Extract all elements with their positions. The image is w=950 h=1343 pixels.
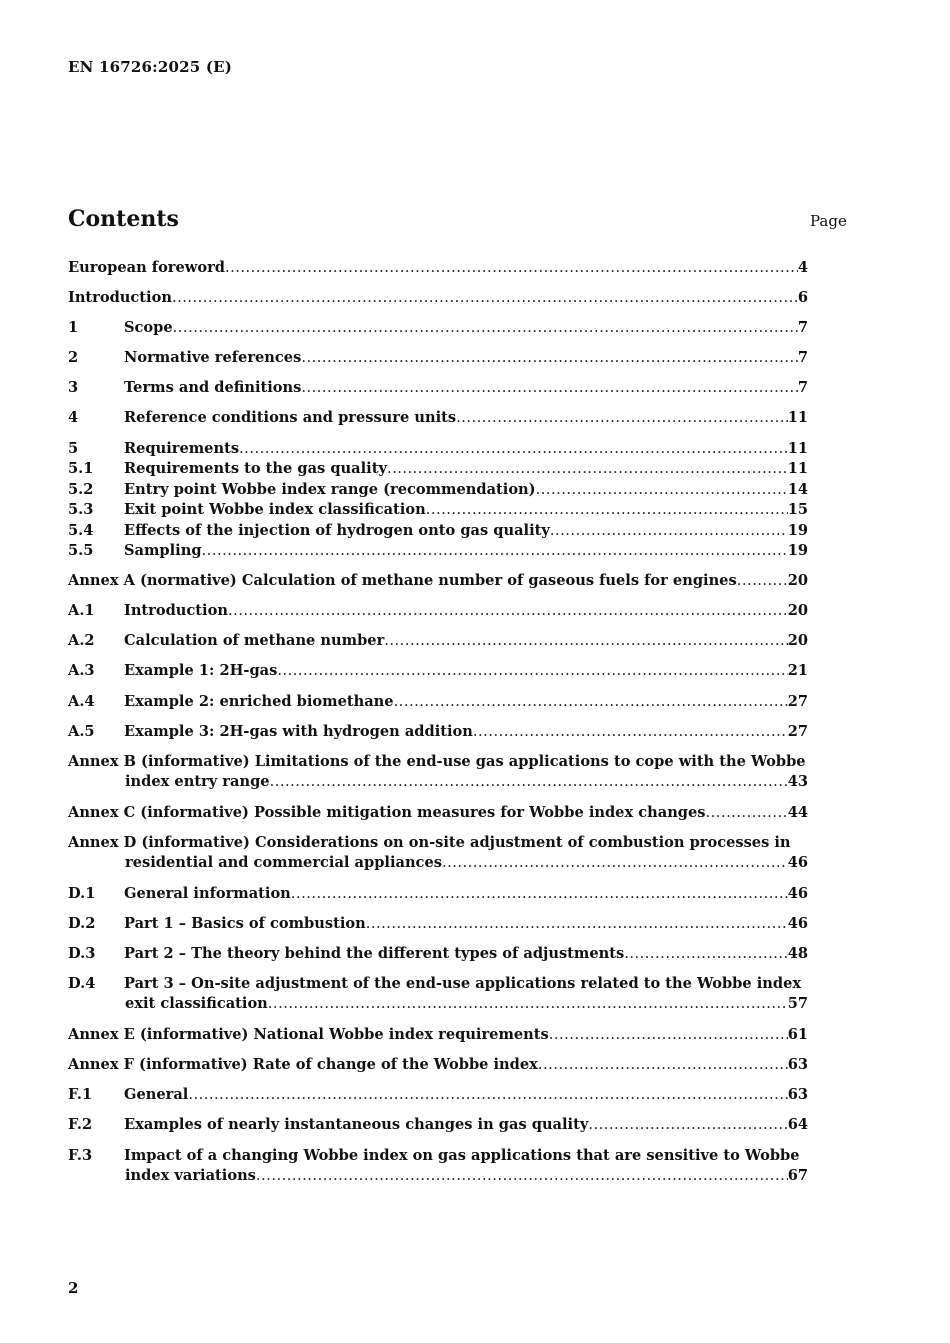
toc-entry-page: 48 (787, 945, 808, 962)
toc-entry-page: 27 (787, 693, 808, 710)
toc-entry-title-continued: index entry range (125, 773, 270, 790)
dot-leader (301, 378, 797, 398)
dot-leader (225, 258, 798, 278)
toc-entry-line (68, 258, 808, 278)
toc-entry-title: Annex E (informative) National Wobbe index requirements (68, 1026, 549, 1043)
dot-leader (384, 631, 787, 651)
toc-entry-page: 7 (797, 349, 808, 366)
toc-entry-title: Introduction (124, 602, 228, 619)
toc-entry[interactable] (68, 722, 808, 742)
toc-entry-page: 20 (787, 602, 808, 619)
toc-entry-number: 4 (68, 409, 79, 426)
toc-entry-page: 7 (797, 379, 808, 396)
toc-entry-page: 46 (787, 915, 808, 932)
toc-entry-line (68, 1085, 808, 1105)
toc-entry-line (68, 833, 808, 853)
toc-entry-line (68, 974, 808, 994)
toc-entry-title: Annex C (informative) Possible mitigation measures for Wobbe index changes (68, 804, 706, 821)
dot-leader (549, 1025, 788, 1045)
toc-entry[interactable] (68, 378, 808, 398)
dot-leader (456, 408, 788, 428)
toc-entry-number: 5.2 (68, 481, 94, 498)
toc-entry[interactable] (68, 500, 808, 520)
toc-entry-page: 46 (787, 885, 808, 902)
toc-entry[interactable] (68, 288, 808, 308)
toc-entry[interactable] (68, 541, 808, 561)
toc-entry[interactable] (68, 944, 808, 964)
toc-entry-line (68, 601, 808, 621)
toc-entry-number: F.2 (68, 1116, 93, 1133)
toc-entry-continuation-line (68, 1166, 808, 1186)
toc-entry-line (68, 914, 808, 934)
toc-entry[interactable] (68, 914, 808, 934)
toc-entry-line (68, 500, 808, 520)
toc-entry-page: 11 (787, 409, 808, 426)
toc-entry[interactable] (68, 692, 808, 712)
toc-entry-line (68, 944, 808, 964)
toc-entry-number: 5 (68, 440, 79, 457)
toc-entry-title: Part 1 – Basics of combustion (124, 915, 366, 932)
toc-entry-line (68, 439, 808, 459)
toc-entry[interactable] (68, 348, 808, 368)
toc-entry-title: Examples of nearly instantaneous changes in gas quality (124, 1116, 589, 1133)
toc-entry-continuation-line (68, 994, 808, 1014)
toc-entry[interactable] (68, 439, 808, 459)
dot-leader (291, 884, 788, 904)
toc-entry-page: 63 (787, 1056, 808, 1073)
toc-entry-page: 19 (787, 522, 808, 539)
dot-leader (172, 288, 798, 308)
toc-entry[interactable] (68, 1085, 808, 1105)
toc-entry-page: 11 (787, 440, 808, 457)
toc-entry-line (68, 541, 808, 561)
toc-entry-title-continued: residential and commercial appliances (125, 854, 442, 871)
dot-leader (277, 661, 787, 681)
dot-leader (188, 1085, 787, 1105)
toc-entry-title: Introduction (68, 289, 172, 306)
dot-leader (737, 571, 788, 591)
contents-heading: Contents (68, 206, 179, 232)
toc-entry[interactable] (68, 521, 808, 541)
toc-entry-title: Entry point Wobbe index range (recommendation) (124, 481, 536, 498)
toc-entry[interactable] (68, 884, 808, 904)
toc-entry-number: D.3 (68, 945, 96, 962)
toc-entry-line (68, 661, 808, 681)
toc-entry-page: 20 (787, 572, 808, 589)
toc-entry-line (68, 752, 808, 772)
toc-entry[interactable] (68, 1055, 808, 1075)
toc-entry-title-continued: exit classification (125, 995, 268, 1012)
toc-entry-page: 67 (787, 1167, 808, 1184)
toc-entry[interactable] (68, 661, 808, 681)
toc-entry-line (68, 288, 808, 308)
toc-entry-line (68, 1146, 808, 1166)
dot-leader (538, 1055, 788, 1075)
toc-entry-page: 61 (787, 1026, 808, 1043)
toc-entry-line (68, 631, 808, 651)
toc-entry-number: 5.5 (68, 542, 94, 559)
toc-entry-title: Calculation of methane number (124, 632, 385, 649)
toc-entry-line (68, 1115, 808, 1135)
toc-entry-number: D.4 (68, 975, 96, 992)
toc-entry-title: Effects of the injection of hydrogen onto gas quality (124, 522, 550, 539)
toc-entry-number: A.3 (68, 662, 95, 679)
dot-leader (536, 480, 788, 500)
toc-entry-title: Annex F (informative) Rate of change of the Wobbe index (68, 1056, 538, 1073)
toc-entry-page: 15 (787, 501, 808, 518)
toc-entry-title: Requirements (124, 440, 240, 457)
toc-entry-page: 57 (787, 995, 808, 1012)
toc-entry-page: 4 (797, 259, 808, 276)
toc-entry-title: Example 3: 2H-gas with hydrogen addition (124, 723, 473, 740)
toc-entry-page: 21 (787, 662, 808, 679)
toc-entry-title: Exit point Wobbe index classification (124, 501, 426, 518)
toc-entry-title: Requirements to the gas quality (124, 460, 387, 477)
page-number: 2 (68, 1279, 79, 1297)
toc-entry-number: F.1 (68, 1086, 93, 1103)
toc-entry[interactable] (68, 258, 808, 278)
toc-entry-page: 20 (787, 632, 808, 649)
dot-leader (473, 722, 788, 742)
toc-entry-line (68, 1025, 808, 1045)
toc-entry-line (68, 803, 808, 823)
toc-entry-title: Part 2 – The theory behind the different types of adjustments (124, 945, 625, 962)
toc-entry[interactable] (68, 571, 808, 591)
toc-entry[interactable] (68, 1146, 808, 1186)
toc-entry-title: Annex D (informative) Considerations on on-site adjustment of combustion processes in (68, 834, 791, 851)
dot-leader (426, 500, 788, 520)
dot-leader (202, 541, 788, 561)
dot-leader (366, 914, 788, 934)
dot-leader (550, 521, 788, 541)
toc-entry-number: 5.4 (68, 522, 94, 539)
toc-entry-continuation-line (68, 853, 808, 873)
toc-entry-line (68, 722, 808, 742)
toc-entry-line (68, 318, 808, 338)
toc-entry-number: 5.3 (68, 501, 94, 518)
dot-leader (387, 459, 788, 479)
toc-entry-number: A.2 (68, 632, 95, 649)
toc-entry-title: Example 2: enriched biomethane (124, 693, 394, 710)
dot-leader (173, 318, 798, 338)
toc-entry-line (68, 408, 808, 428)
toc-entry[interactable] (68, 833, 808, 873)
toc-entry-number: 1 (68, 319, 79, 336)
toc-entry-title: Part 3 – On-site adjustment of the end-use applications related to the Wobbe index (124, 975, 802, 992)
toc-entry[interactable] (68, 1025, 808, 1045)
toc-entry-title: General (124, 1086, 189, 1103)
toc-entry-title: Sampling (124, 542, 202, 559)
toc-entry-number: 5.1 (68, 460, 94, 477)
toc-entry[interactable] (68, 480, 808, 500)
toc-entry-number: A.4 (68, 693, 95, 710)
dot-leader (268, 994, 788, 1014)
toc-entry-page: 7 (797, 319, 808, 336)
dot-leader (256, 1166, 788, 1186)
toc-entry-title: Example 1: 2H-gas (124, 662, 278, 679)
toc-entry-page: 46 (787, 854, 808, 871)
toc-entry[interactable] (68, 803, 808, 823)
dot-leader (588, 1115, 787, 1135)
toc-entry-title: European foreword (68, 259, 225, 276)
toc-entry[interactable] (68, 752, 808, 792)
toc-entry-title: Annex B (informative) Limitations of the end-use gas applications to cope with the Wobbe (68, 753, 806, 770)
toc-entry-line (68, 884, 808, 904)
toc-entry-page: 11 (787, 460, 808, 477)
toc-entry-number: F.3 (68, 1147, 93, 1164)
toc-entry-page: 27 (787, 723, 808, 740)
toc-entry-page: 19 (787, 542, 808, 559)
toc-entry-page: 63 (787, 1086, 808, 1103)
toc-entry-page: 43 (787, 773, 808, 790)
toc-entry-title: Impact of a changing Wobbe index on gas applications that are sensitive to Wobbe (124, 1147, 800, 1164)
dot-leader (228, 601, 788, 621)
toc-entry-line (68, 1055, 808, 1075)
toc-entry-title: Scope (124, 319, 173, 336)
toc-entry-title: Annex A (normative) Calculation of methane number of gaseous fuels for engines (68, 572, 737, 589)
page-column-label: Page (810, 212, 847, 230)
toc-entry-continuation-line (68, 772, 808, 792)
toc-entry-number: 3 (68, 379, 79, 396)
toc-entry[interactable] (68, 601, 808, 621)
toc-entry-number: D.1 (68, 885, 96, 902)
toc-entry-number: D.2 (68, 915, 96, 932)
dot-leader (301, 348, 798, 368)
toc-entry[interactable] (68, 318, 808, 338)
toc-entry[interactable] (68, 974, 808, 1014)
document-id-header: EN 16726:2025 (E) (68, 58, 233, 76)
toc-entry-number: A.1 (68, 602, 95, 619)
toc-entry-page: 6 (797, 289, 808, 306)
toc-entry-title: Reference conditions and pressure units (124, 409, 457, 426)
toc-entry[interactable] (68, 408, 808, 428)
dot-leader (394, 692, 788, 712)
dot-leader (624, 944, 787, 964)
toc-entry-page: 44 (787, 804, 808, 821)
toc-entry-number: 2 (68, 349, 79, 366)
toc-entry-title: General information (124, 885, 291, 902)
dot-leader (270, 772, 788, 792)
toc-entry-title: Normative references (124, 349, 302, 366)
toc-entry-page: 14 (787, 481, 808, 498)
toc-entry-number: A.5 (68, 723, 95, 740)
toc-entry-line (68, 348, 808, 368)
dot-leader (442, 853, 788, 873)
toc-entry-line (68, 571, 808, 591)
toc-entry-line (68, 459, 808, 479)
toc-entry-line (68, 692, 808, 712)
toc-entry-line (68, 378, 808, 398)
toc-entry-title: Terms and definitions (124, 379, 302, 396)
toc-entry[interactable] (68, 1115, 808, 1135)
dot-leader (239, 439, 788, 459)
toc-entry-page: 64 (787, 1116, 808, 1133)
toc-entry-title-continued: index variations (125, 1167, 256, 1184)
dot-leader (706, 803, 788, 823)
toc-entry-line (68, 521, 808, 541)
toc-entry[interactable] (68, 459, 808, 479)
toc-entry[interactable] (68, 631, 808, 651)
toc-entry-line (68, 480, 808, 500)
